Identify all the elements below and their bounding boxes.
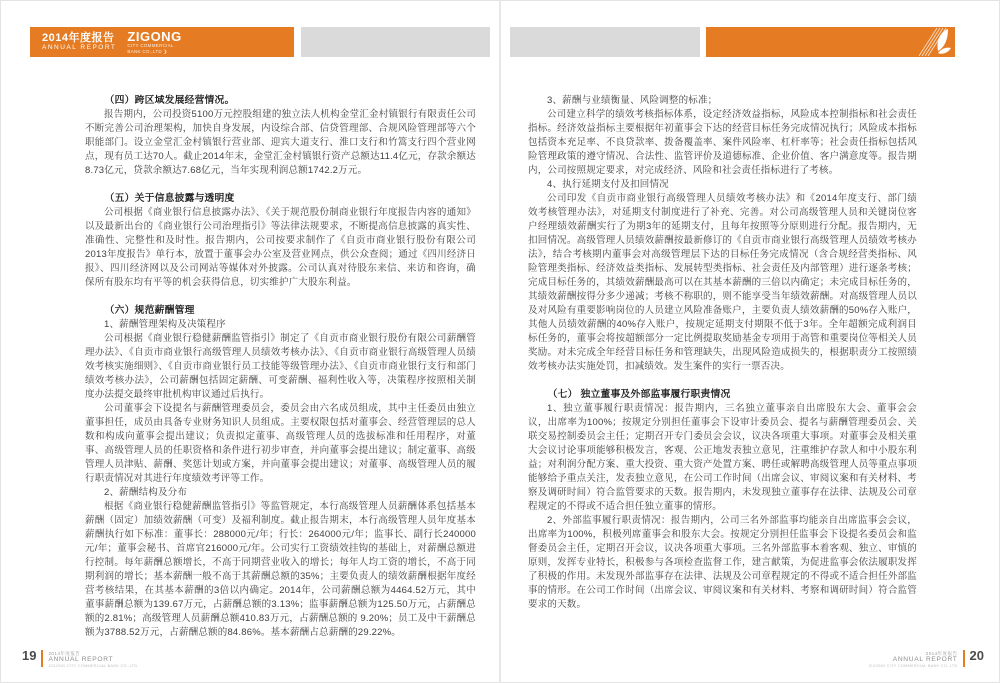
report-title-block [42,32,116,52]
section-6-paragraph-4: 公司建立科学的绩效考核指标体系，设定经济效益指标，风险成本控制指标和社会责任指标。经济效益指标主要根据年初董事会下达的经营目标任务完成情况执行；风险成本指标包括资本充足率、不良贷款率、拨备覆盖率、案件风险率、杠杆率等；社会责任指标包括风险管理政策的遵守情况、合法性、监管评价及道德标准、企业价值、客户满意度等。报告期内，公司按照规定要求，对完成经济、风险和社会责任指标进行了考核。 [528,109,917,176]
page-19-body [85,94,476,640]
brand-subtitle-line2: BANK CO.,LTD ❯ [127,48,168,54]
brand-block [127,30,181,54]
report-title-cn: 2014年度报告 [42,32,115,44]
page-20-body [528,94,917,612]
report-title-en: ANNUAL REPORT [42,44,117,51]
header-bar-gray-left [301,27,490,57]
page-number-right: 20 [969,648,984,663]
footer-report-title-cn: 2014年度报告 [48,651,81,656]
footer-report-subtitle: ZIGONG CITY COMMERCIAL BANK CO.,LTD [48,663,138,668]
section-6-subheading-3: 3、薪酬与业绩衡量、风险调整的标准； [547,95,718,106]
footer-report-title-cn: 2014年度报告 [925,651,958,656]
brand-name: ZIGONG [127,29,182,44]
footer-divider-right [963,650,965,667]
bank-leaf-logo-icon [917,28,953,56]
section-6-paragraph-3: 根据《商业银行稳健薪酬监管指引》等监管规定，本行高级管理人员薪酬体系包括基本薪酬（固定）加绩效薪酬（可变）及福利制度。截止报告期末，本行高级管理人员年度基本薪酬执行如下标准：董事长：288000元/年；行长：264000元/年；监事长、副行长240000元/年；董事会秘书、首席官216000元/年。公司实行工资绩效挂钩的基础上，对薪酬总额进行控制。每年薪酬总额增长，不高于同期营业收入的增长；每年人均工资的增长，不高于同期利润的增长；基本薪酬一般不高于其薪酬总额的35%；主要负责人的绩效薪酬根据年度经营考核结果，在其基本薪酬的3倍以内确定。2014年，公司薪酬总额为4464.52万元，其中董事薪酬总额为139.67万元，占薪酬总额的3.13%；监事薪酬总额为125.50万元，占薪酬总额的2.81%；高级管理人员薪酬总额410.83万元，占薪酬总额的 9.20%；员工及中干薪酬总额为3788.52万元，占薪酬总额的84.86%。基本薪酬占总薪酬的29.22%。 [85,501,476,638]
footer-report-title-en: ANNUAL REPORT [48,656,114,663]
page-number-left: 19 [22,648,37,663]
section-5-paragraph: 公司根据《商业银行信息披露办法》、《关于规范股份制商业银行年度报告内容的通知》以及最新出台的《商业银行公司治理指引》等法律法规要求，不断提高信息披露的真实性、准确性、完整性和及时性。报告期内，公司按要求制作了《自贡市商业银行股份有限公司2013年度报告》单行本，放置于董事会办公室及营业网点，供公众查阅；通过《四川经济日报》、四川经济网以及公司网站等媒体对外披露。公司认真对待股东来信、来访和咨询，确保所有股东均有平等的机会获得信息，切实维护广大股东利益。 [85,207,476,288]
footer-right [869,649,984,668]
header-banner-right [706,27,955,57]
header-bar-gray-right [510,27,700,57]
section-6-heading: （六）规范薪酬管理 [104,305,195,316]
section-6-paragraph-2: 公司董事会下设提名与薪酬管理委员会，委员会由六名成员组成，其中主任委员由独立董事担任，成员由具备专业财务知识人员组成。主要权限包括对董事会、经营管理层的总人数和构成向董事会提出建议；负责拟定董事、高级管理人员的选拔标准和任用程序，对董事、高级管理人员的任职资格和条件进行初步审查，并向董事会提出建议；制定董事、高级管理人员津贴、薪酬、奖惩计划或方案，并向董事会提出建议；对董事、高级管理人员的履行职责情况对其进行年度绩效考评等工作。 [85,403,476,484]
footer-meta-left [48,649,137,668]
footer-divider-left [41,650,43,667]
section-6-paragraph-1: 公司根据《商业银行稳健薪酬监管指引》制定了《自贡市商业银行股份有限公司薪酬管理办法》、《自贡市商业银行高级管理人员绩效考核办法》、《自贡市商业银行高级管理人员绩效考核实施细则》、《自贡市商业银行员工技能等级管理办法》、《自贡市商业银行支行和部门绩效考核办法》，公司薪酬包括固定薪酬、可变薪酬、福利性收入等，决策程序按照相关制度办法提交最终审批机构审议通过后执行。 [85,333,476,400]
section-6-paragraph-5: 公司印发《自贡市商业银行高级管理人员绩效考核办法》和《2014年度支行、部门绩效考核管理办法》，对延期支付制度进行了补充、完善。对公司高级管理人员和关键岗位客户经理绩效薪酬实行了为期3年的延期支付，且每年按照等分原则进行分配。报告期内，无扣回情况。高级管理人员绩效薪酬按最新修订的《自贡市商业银行高级管理人员绩效考核办法》，结合考核期内董事会对高级管理层下达的目标任务完成情况（含合规经营类指标、风险管理类指标、经济效益类指标、发展转型类指标、社会责任及内部管理）进行逐条考核；完成目标任务的，其绩效薪酬最高可以在其基本薪酬的三倍以内确定；未完成目标任务的，其绩效薪酬按得分多少递减；考核不称职的，则不能享受当年绩效薪酬。对高级管理人员以及对风险有重要影响岗位的人员建立风险准备账户，主要负责人绩效薪酬的50%存入账户，其他人员绩效薪酬的40%存入账户，按规定延期支付期限不低于3年。全年超额完成利润目标任务的，董事会将按超额部分一定比例提取奖励基金专项用于高管和重要岗位等相关人员奖励。对未完成全年经营目标任务和管理缺失，出现风险造成损失的，根据职责分工按照绩效考核办法实施处罚，扣减绩效。发生案件的实行一票否决。 [528,193,917,372]
brand-subtitle-line1: CITY COMMERCIAL [127,43,174,48]
section-6-subheading-4: 4、执行延期支付及扣回情况 [547,179,669,190]
section-7-heading: （七） 独立董事及外部监事履行职责情况 [547,389,731,400]
section-6-subheading-2: 2、薪酬结构及分布 [104,487,188,498]
section-6-subheading-1: 1、薪酬管理架构及决策程序 [104,319,226,330]
section-4-paragraph: 报告期内，公司投资5100万元控股组建的独立法人机构金堂汇金村镇银行有限责任公司不断完善公司治理架构，加快自身发展，内设综合部、信贷管理部、合规风险管理部等六个职能部门。设立金堂汇金村镇银行营业部、迎宾大道支行、淮口支行和竹篙支行四个营业网点，现有员工达70人。截止2014年末，金堂汇金村镇银行资产总额达11.4亿元，存款余额达8.73亿元，贷款余额达7.68亿元，当年实现利润总额1742.2万元。 [85,109,476,176]
footer-report-subtitle: ZIGONG CITY COMMERCIAL BANK CO.,LTD [868,663,958,668]
section-7-paragraph-1: 1、独立董事履行职责情况：报告期内，三名独立董事亲自出席股东大会、董事会会议，出席率为100%；按规定分别担任董事会下设审计委员会、提名与薪酬管理委员会、关联交易控制委员会主任；定期召开专门委员会会议，议决各项重大事项。对董事会及相关重大会议讨论事项能够积极发言，客观、公正地发表独立意见，注重维护存款人和中小股东利益；对利润分配方案、重大投资、重大资产处置方案、聘任或解聘高级管理人员等重点事项能够给予重点关注，发表独立意见，在公司工作时间（出席会议、审阅议案和有关材料、考察及调研时间）符合监管要求的天数。报告期内，未发现独立董事存在法律、法规及公司章程规定的不得或不适合担任独立董事的情形。 [528,403,917,512]
section-7-paragraph-2: 2、外部监事履行职责情况：报告期内，公司三名外部监事均能亲自出席监事会会议，出席率为100%，积极列席董事会和股东大会。按规定分别担任监事会下设提名委员会和监督委员会主任，定期召开会议，议决各项重大事项。三名外部监事本着客观、独立、审慎的原则，发挥专业特长，积极参与各项检查监督工作，建言献策，为促进监事会依法履职发挥了积极的作用。未发现外部监事存在法律、法规及公司章程规定的不得或不适合担任外部监事的情形。在公司工作时间（出席会议、审阅议案和有关材料、考察和调研时间）符合监管要求的天数。 [528,515,917,610]
section-5-heading: （五）关于信息披露与透明度 [104,193,235,204]
footer-left [22,649,137,668]
footer-meta-right [869,649,958,668]
page-gutter-divider [499,0,501,683]
section-4-heading: （四）跨区域发展经营情况。 [104,95,235,106]
brand-subtitle [127,43,181,54]
header-banner-left [30,27,294,57]
footer-report-title-en: ANNUAL REPORT [892,656,958,663]
